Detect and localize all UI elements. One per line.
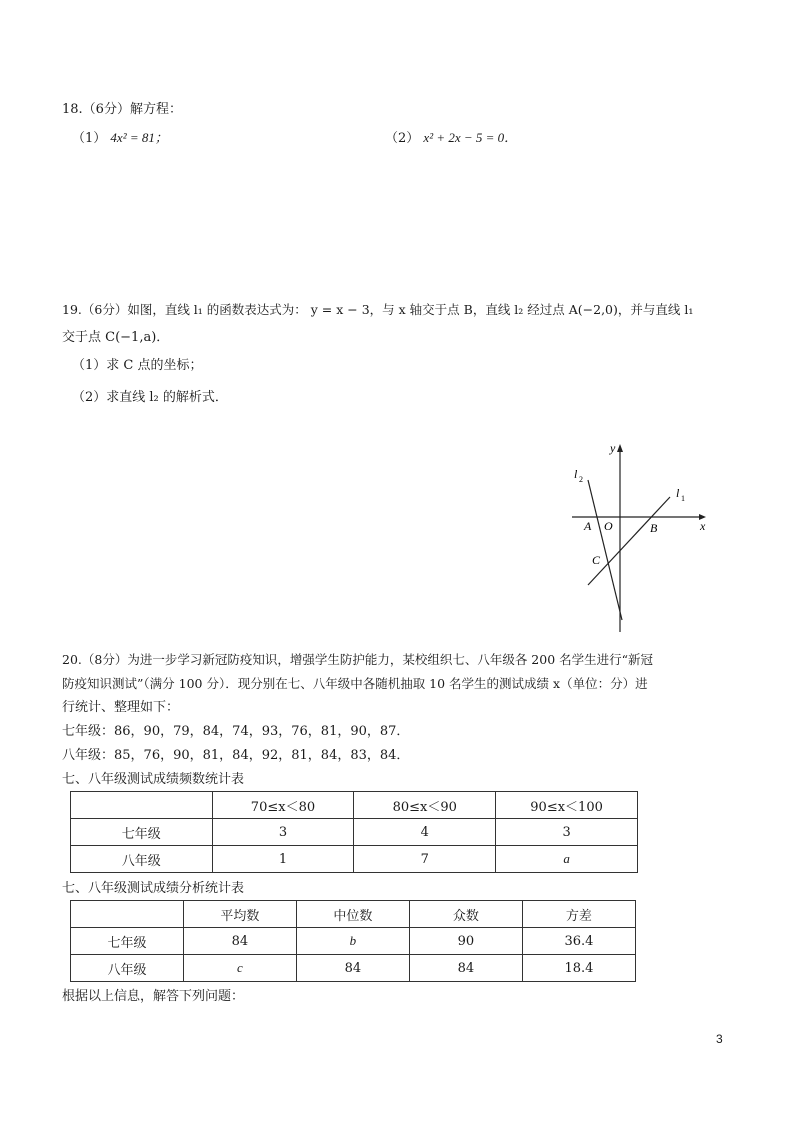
q20-line3: 行统计、整理如下： — [62, 700, 180, 715]
table2-title: 七、八年级测试成绩分析统计表 — [62, 881, 245, 896]
q18-part2-equation: x² + 2x − 5 = 0． — [423, 130, 518, 145]
q19-sub2: （2）求直线 l₂ 的解析式． — [72, 390, 228, 405]
table-cell — [71, 901, 184, 928]
table-cell: 八年级 — [71, 955, 184, 982]
table-cell: 36.4 — [522, 928, 635, 955]
q18-part1 — [72, 129, 168, 148]
table-cell: 90 — [409, 928, 522, 955]
coordinate-graph — [566, 440, 716, 635]
table-cell: 八年级 — [71, 846, 213, 873]
l1-label: l — [676, 486, 680, 500]
table-cell: 1 — [212, 846, 354, 873]
table-row — [71, 819, 638, 846]
table-row — [71, 928, 636, 955]
q20-tail: 根据以上信息，解答下列问题： — [62, 989, 245, 1004]
table-cell: c — [183, 955, 296, 982]
q18-part1-label: （1） — [72, 131, 107, 146]
q20-grade8-scores: 八年级：85，76，90，81，84，92，81，84，83，84． — [62, 748, 410, 763]
q18-part1-equation: 4x² = 81； — [110, 130, 168, 145]
frequency-table — [70, 791, 638, 873]
table-header-cell: 方差 — [522, 901, 635, 928]
table-header-cell: 70≤x＜80 — [212, 792, 354, 819]
table-cell: a — [496, 846, 638, 873]
q19-line2: 交于点 C(−1,a)． — [62, 330, 170, 345]
point-c-label: C — [592, 553, 601, 567]
l2-label: l — [574, 467, 578, 481]
l1-subscript: 1 — [681, 494, 685, 503]
table-header-cell: 90≤x＜100 — [496, 792, 638, 819]
l2-subscript: 2 — [579, 475, 583, 484]
table-cell: 7 — [354, 846, 496, 873]
table1-title: 七、八年级测试成绩频数统计表 — [62, 772, 245, 787]
table-cell — [71, 792, 213, 819]
q18-part2 — [385, 129, 517, 148]
table-cell: 84 — [296, 955, 409, 982]
q20-grade7-scores: 七年级：86，90，79，84，74，93，76，81，90，87． — [62, 724, 410, 739]
table-row — [71, 846, 638, 873]
origin-label: O — [604, 519, 613, 533]
table-header-cell: 80≤x＜90 — [354, 792, 496, 819]
table-cell: 3 — [496, 819, 638, 846]
table-cell: 七年级 — [71, 819, 213, 846]
table-header-cell: 中位数 — [296, 901, 409, 928]
table-cell: 3 — [212, 819, 354, 846]
q18-part2-label: （2） — [385, 131, 420, 146]
q20-line1: 20.（8分）为进一步学习新冠防疫知识，增强学生防护能力，某校组织七、八年级各 200 名学生进行“新冠 — [62, 652, 654, 667]
table-cell: b — [296, 928, 409, 955]
q19-line1: 19.（6分）如图，直线 l₁ 的函数表达式为： y = x − 3，与 x 轴交于点 B，直线 l₂ 经过点 A(−2,0)，并与直线 l₁ — [62, 302, 694, 317]
table-header-cell: 平均数 — [183, 901, 296, 928]
point-b-label: B — [650, 521, 658, 535]
table-cell: 18.4 — [522, 955, 635, 982]
table-row — [71, 955, 636, 982]
table-cell: 4 — [354, 819, 496, 846]
line-l2 — [588, 480, 622, 620]
q20-line2: 防疫知识测试”（满分 100 分）．现分别在七、八年级中各随机抽取 10 名学生的测试成绩 x（单位：分）进 — [62, 676, 648, 691]
table-header-cell: 众数 — [409, 901, 522, 928]
y-label: y — [610, 441, 616, 455]
analysis-table — [70, 900, 636, 982]
q18-heading: 18.（6分）解方程： — [62, 102, 182, 117]
table-cell: 84 — [183, 928, 296, 955]
table-cell: 七年级 — [71, 928, 184, 955]
page-number: 3 — [716, 1032, 723, 1046]
point-a-label: A — [584, 519, 592, 533]
q19-sub1: （1）求 C 点的坐标； — [72, 358, 203, 373]
table-row — [71, 901, 636, 928]
table-row — [71, 792, 638, 819]
table-cell: 84 — [409, 955, 522, 982]
y-axis-arrow — [617, 444, 623, 452]
line-l1 — [588, 497, 670, 585]
x-label: x — [700, 519, 706, 533]
